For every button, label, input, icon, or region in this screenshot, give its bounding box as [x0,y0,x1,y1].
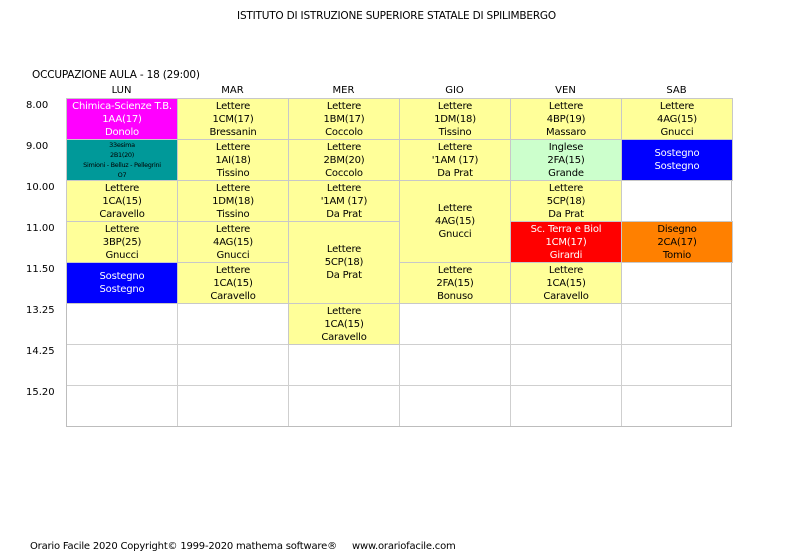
lesson-cell[interactable] [621,139,733,181]
lesson-teacher: Gnucci [438,229,472,240]
lesson-teacher: Caravello [99,208,145,220]
lesson-cell[interactable] [66,180,178,222]
footer-website-link[interactable]: www.orariofacile.com [352,541,456,552]
lesson-class: 2FA(15) [436,277,474,289]
lesson-cell[interactable] [510,98,622,140]
lesson-subject: Lettere [326,305,362,317]
grid-row-divider [67,385,731,386]
lesson-subject: Lettere [437,100,473,112]
lesson-class: 1BM(17) [323,113,365,125]
lesson-cell[interactable] [288,303,400,345]
lesson-subject: Lettere [215,100,251,112]
lesson-class: 5CP(18) [546,195,586,207]
lesson-teacher: Gnucci [216,249,250,261]
lesson-class: 1CA(15) [213,277,253,289]
lesson-class: 1AI(18) [215,154,251,166]
lesson-cell[interactable] [177,180,289,222]
lesson-subject: Lettere [104,182,140,194]
lesson-cell[interactable] [177,262,289,304]
lesson-cell[interactable] [177,98,289,140]
lesson-subject: Lettere [437,203,473,214]
lesson-class: 4AG(15) [435,216,475,227]
lesson-teacher: Bressanin [209,126,257,138]
timetable-grid [66,98,732,427]
lesson-cell[interactable] [66,262,178,304]
lesson-subject: Lettere [437,141,473,153]
lesson-cell[interactable] [177,139,289,181]
time-label: 9.00 [26,141,49,152]
lesson-cell[interactable] [621,98,733,140]
lesson-teacher: Gnucci [105,249,139,261]
lesson-class: 1CM(17) [212,113,254,125]
time-label: 14.25 [26,346,55,357]
lesson-teacher: Girardi [549,249,583,261]
lesson-teacher: Caravello [210,290,256,302]
lesson-cell[interactable] [510,262,622,304]
lesson-subject: Lettere [548,182,584,194]
school-title: ISTITUTO DI ISTRUZIONE SUPERIORE STATALE DI SPILIMBERGO [237,10,556,22]
lesson-cell[interactable] [66,221,178,263]
lesson-subject: Lettere [437,264,473,276]
lesson-class: 2B1(20) [110,151,134,159]
lesson-teacher: Grande [548,167,584,179]
lesson-class: 4AG(15) [657,113,697,125]
lesson-cell[interactable] [510,221,622,263]
lesson-subject: 33esima [109,141,135,149]
lesson-class: 1CA(15) [102,195,142,207]
lesson-class: 1CM(17) [545,236,587,248]
lesson-cell[interactable] [288,139,400,181]
time-label: 15.20 [26,387,55,398]
lesson-cell[interactable] [510,139,622,181]
lesson-class: 2FA(15) [547,154,585,166]
lesson-cell[interactable] [399,180,511,263]
lesson-class: 1DM(18) [212,195,254,207]
lesson-subject: Lettere [326,141,362,153]
lesson-cell[interactable] [621,221,733,263]
room-occupancy-title: OCCUPAZIONE AULA - 18 (29:00) [32,69,200,81]
lesson-subject: Lettere [326,100,362,112]
lesson-subject: Lettere [659,100,695,112]
footer-copyright: Orario Facile 2020 Copyright© 1999-2020 mathema software® [30,541,337,552]
lesson-class: 3BP(25) [102,236,142,248]
lesson-room: O7 [117,171,127,179]
lesson-cell[interactable] [399,139,511,181]
time-label: 10.00 [26,182,55,193]
lesson-teacher: Tissino [216,167,250,179]
day-header-mar: MAR [221,85,244,96]
lesson-subject: Lettere [215,264,251,276]
lesson-teacher: Da Prat [437,167,473,179]
lesson-subject: Sostegno [99,271,145,282]
lesson-class: 2BM(20) [323,154,365,166]
time-label: 11.00 [26,223,55,234]
lesson-teacher: Da Prat [548,208,584,220]
lesson-subject: Inglese [548,141,584,153]
lesson-cell[interactable] [66,139,178,181]
lesson-cell[interactable] [288,180,400,222]
lesson-subject: Sc. Terra e Biol [530,223,602,235]
lesson-class: 1AA(17) [102,113,142,125]
lesson-teacher: Caravello [543,290,589,302]
lesson-class: Sostegno [654,161,700,172]
lesson-teacher: Bonuso [437,290,473,302]
lesson-subject: Lettere [104,223,140,235]
lesson-subject: Lettere [215,182,251,194]
time-label: 11.50 [26,264,55,275]
lesson-teacher: Tissino [216,208,250,220]
lesson-teacher: Simioni - Belluz - Pellegrini [83,161,161,169]
lesson-subject: Lettere [326,244,362,255]
time-label: 8.00 [26,100,49,111]
lesson-class: 1CA(15) [546,277,586,289]
day-header-sab: SAB [666,85,687,96]
lesson-cell[interactable] [66,98,178,140]
lesson-class: 1DM(18) [434,113,476,125]
lesson-subject: Sostegno [654,148,700,159]
lesson-teacher: Da Prat [326,208,362,220]
day-header-gio: GIO [445,85,464,96]
lesson-class: 2CA(17) [657,236,697,248]
lesson-cell[interactable] [399,98,511,140]
lesson-teacher: Caravello [321,331,367,343]
lesson-subject: Chimica-Scienze T.B. [72,100,172,112]
lesson-teacher: Tissino [438,126,472,138]
lesson-subject: Lettere [548,100,584,112]
day-header-lun: LUN [111,85,132,96]
day-header-ven: VEN [555,85,576,96]
lesson-subject: Lettere [326,182,362,194]
time-label: 13.25 [26,305,55,316]
lesson-teacher: Gnucci [660,126,694,138]
lesson-subject: Lettere [548,264,584,276]
lesson-class: 4AG(15) [213,236,253,248]
lesson-class: 5CP(18) [324,257,364,268]
lesson-subject: Disegno [657,223,697,235]
lesson-cell[interactable] [288,98,400,140]
lesson-teacher: Massaro [546,126,586,138]
lesson-subject: Lettere [215,141,251,153]
lesson-teacher: Coccolo [325,167,363,179]
lesson-class: Sostegno [99,284,145,295]
lesson-cell[interactable] [510,180,622,222]
lesson-cell[interactable] [177,221,289,263]
lesson-teacher: Donolo [105,126,139,138]
lesson-class: 4BP(19) [546,113,586,125]
lesson-class: 1CA(15) [324,318,364,330]
lesson-teacher: Da Prat [326,270,362,281]
lesson-class: '1AM (17) [431,154,479,166]
lesson-cell[interactable] [288,221,400,304]
lesson-cell[interactable] [399,262,511,304]
lesson-class: '1AM (17) [320,195,368,207]
day-header-mer: MER [332,85,355,96]
lesson-teacher: Tomio [662,249,692,261]
lesson-subject: Lettere [215,223,251,235]
lesson-teacher: Coccolo [325,126,363,138]
